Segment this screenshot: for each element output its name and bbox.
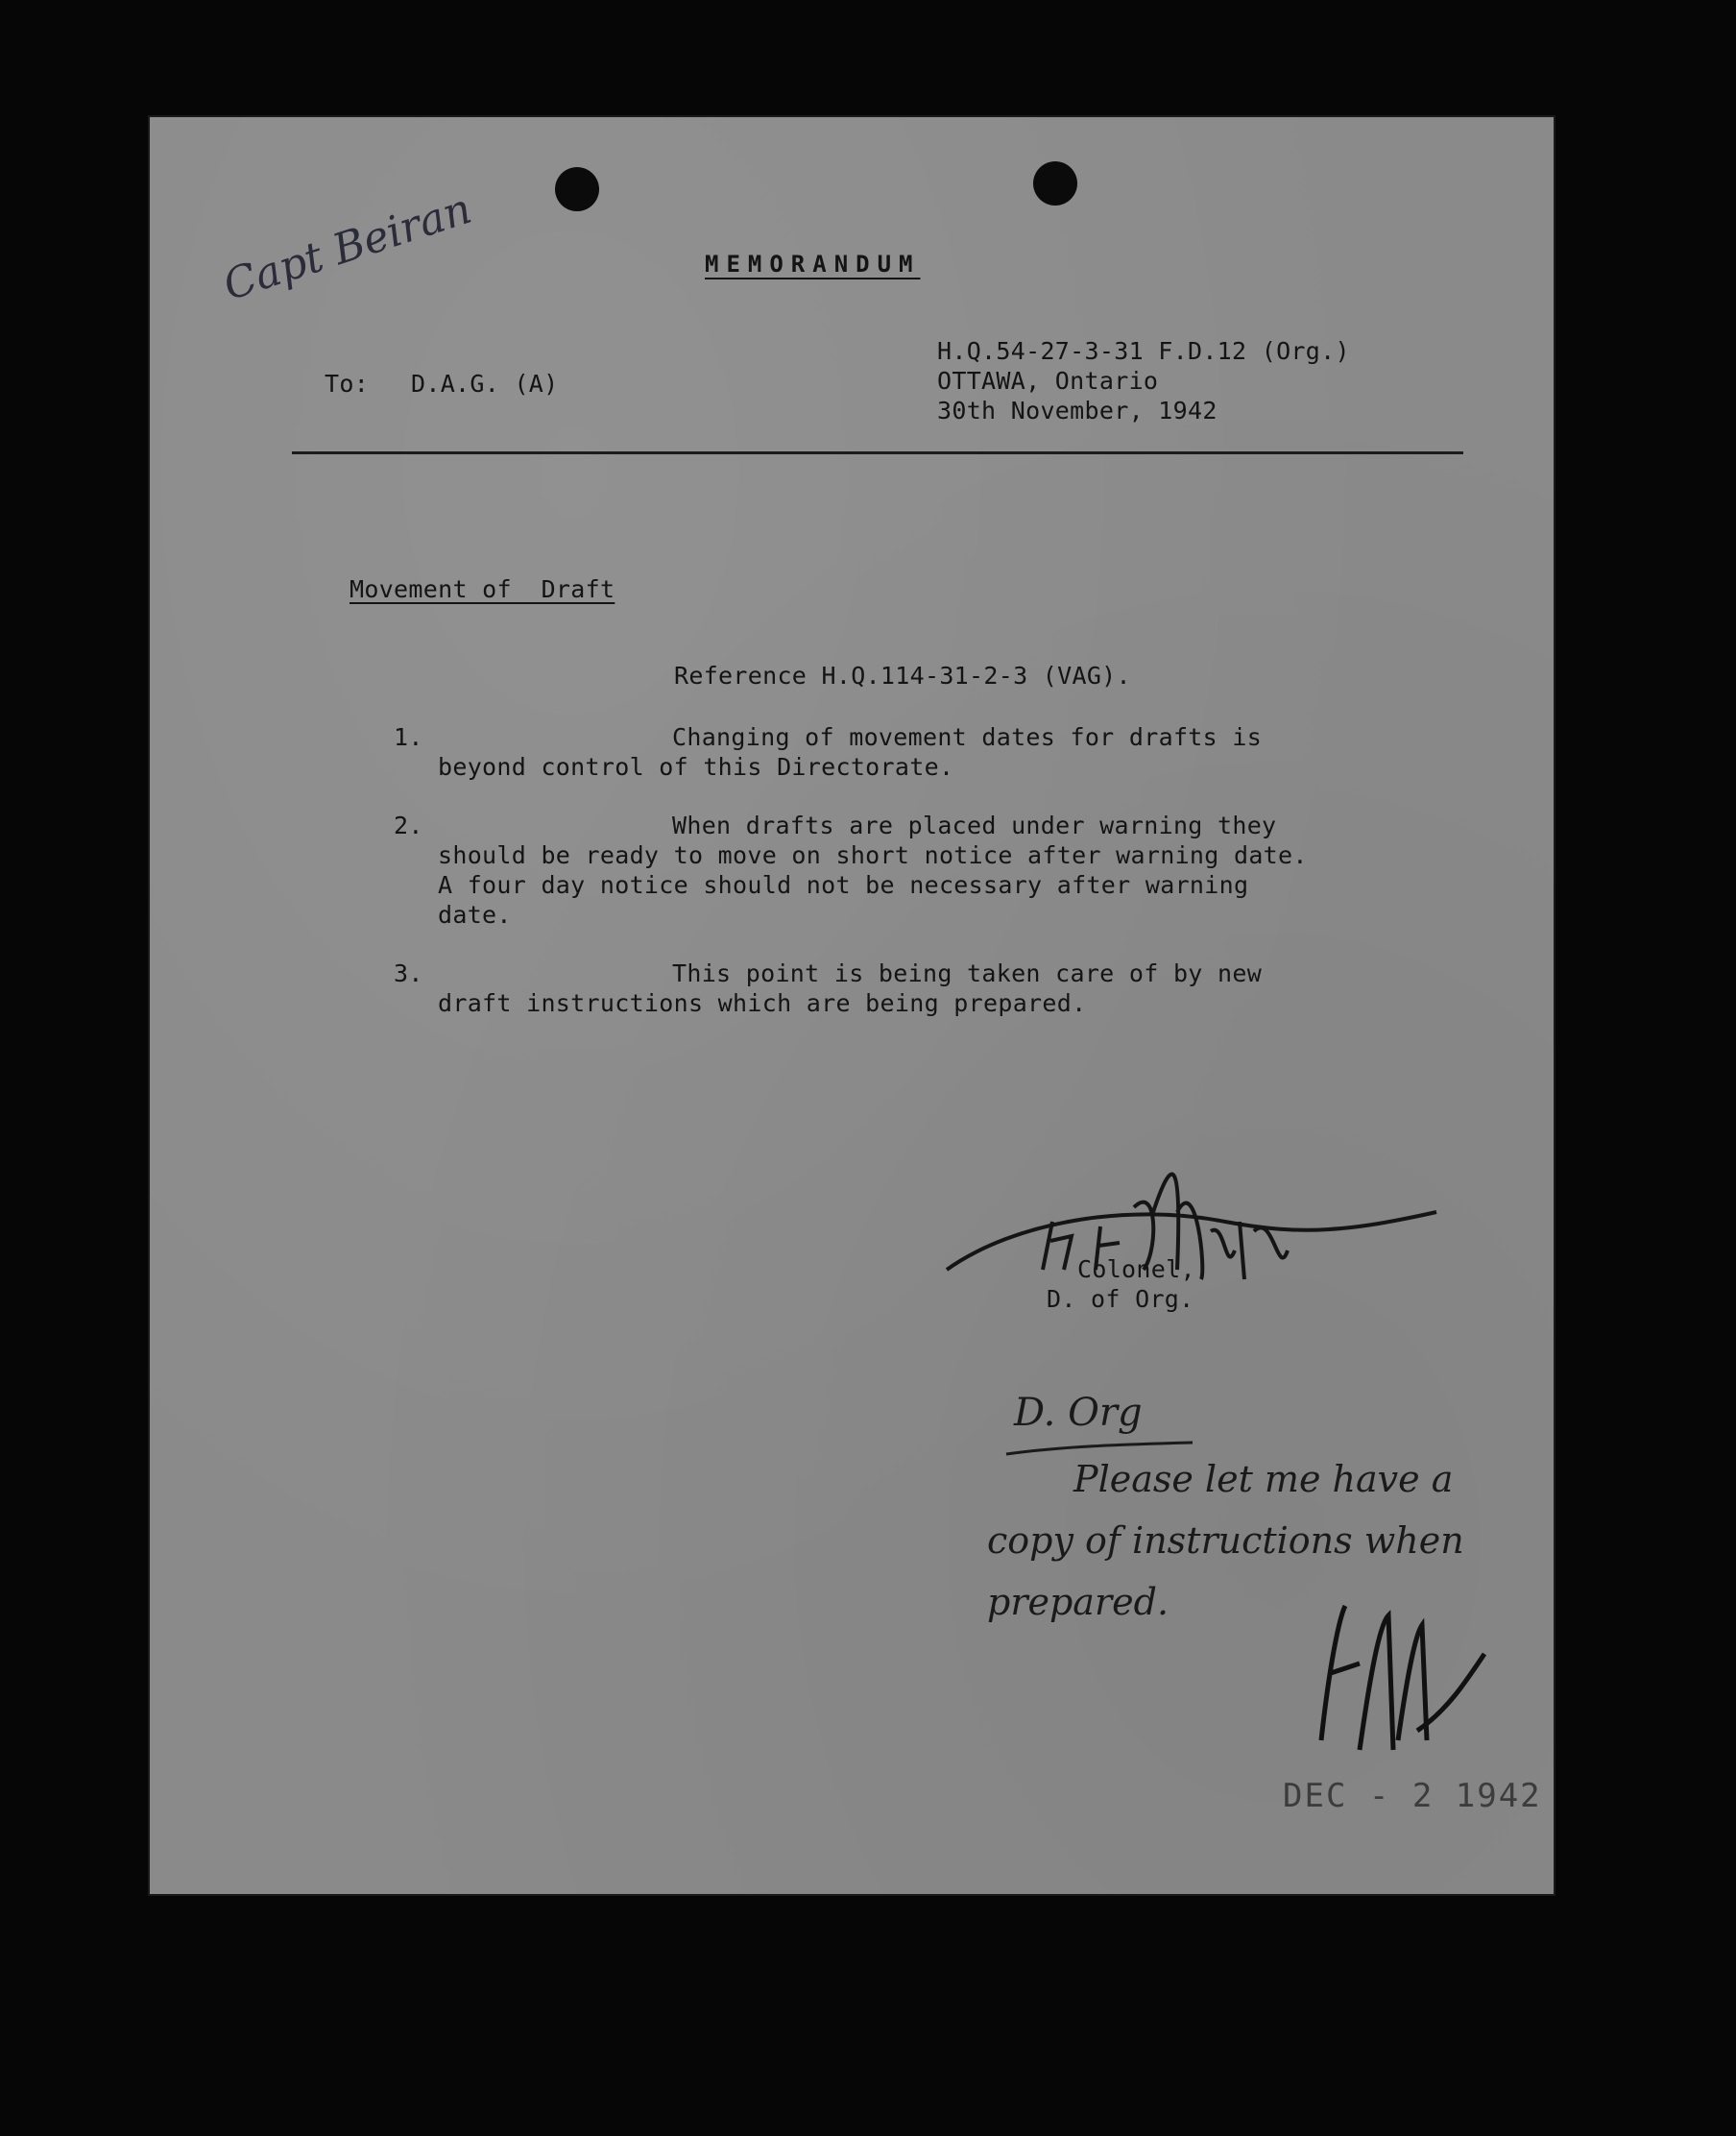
colonel-signature <box>937 1116 1456 1327</box>
subject-heading: Movement of Draft <box>350 575 615 603</box>
paragraph-2-line-3: A four day notice should not be necessary after warning <box>438 871 1249 899</box>
corner-handwritten-note: Capt Beiran <box>217 183 478 311</box>
header-rule <box>292 451 1463 454</box>
punch-hole-left <box>555 167 599 211</box>
paragraph-1-number: 1. <box>394 723 423 751</box>
initials-signature <box>1302 1596 1494 1769</box>
paragraph-1-line-2: beyond control of this Directorate. <box>438 753 954 781</box>
reference-line: Reference H.Q.114-31-2-3 (VAG). <box>674 662 1131 690</box>
to-value: D.A.G. (A) <box>411 370 559 398</box>
paragraph-2-line-4: date. <box>438 901 512 929</box>
minute-heading-underline <box>1004 1441 1196 1460</box>
paragraph-2-number: 2. <box>394 812 423 839</box>
minute-line-3: prepared. <box>987 1581 1169 1623</box>
paragraph-3-line-1: This point is being taken care of by new <box>672 959 1263 987</box>
punch-hole-right <box>1033 161 1077 206</box>
signature-office: D. of Org. <box>1047 1285 1194 1313</box>
paragraph-3-line-2: draft instructions which are being prepared. <box>438 989 1087 1017</box>
location: OTTAWA, Ontario <box>937 367 1159 395</box>
minute-line-1: Please let me have a <box>1073 1458 1454 1500</box>
paragraph-2-line-2: should be ready to move on short notice after warning date. <box>438 841 1308 869</box>
paragraph-3-number: 3. <box>394 959 423 987</box>
memo-date: 30th November, 1942 <box>937 397 1218 425</box>
file-reference: H.Q.54-27-3-31 F.D.12 (Org.) <box>937 337 1350 365</box>
minute-line-2: copy of instructions when <box>987 1519 1464 1562</box>
received-date-stamp: DEC - 2 1942 <box>1283 1777 1542 1815</box>
memo-page <box>150 117 1554 1894</box>
paragraph-1-line-1: Changing of movement dates for drafts is <box>672 723 1263 751</box>
to-label: To: <box>325 370 370 398</box>
signature-rank: Colonel, <box>1077 1255 1195 1283</box>
memo-title: MEMORANDUM <box>705 251 921 278</box>
minute-heading: D. Org <box>1014 1391 1143 1435</box>
paragraph-2-line-1: When drafts are placed under warning they <box>672 812 1277 839</box>
